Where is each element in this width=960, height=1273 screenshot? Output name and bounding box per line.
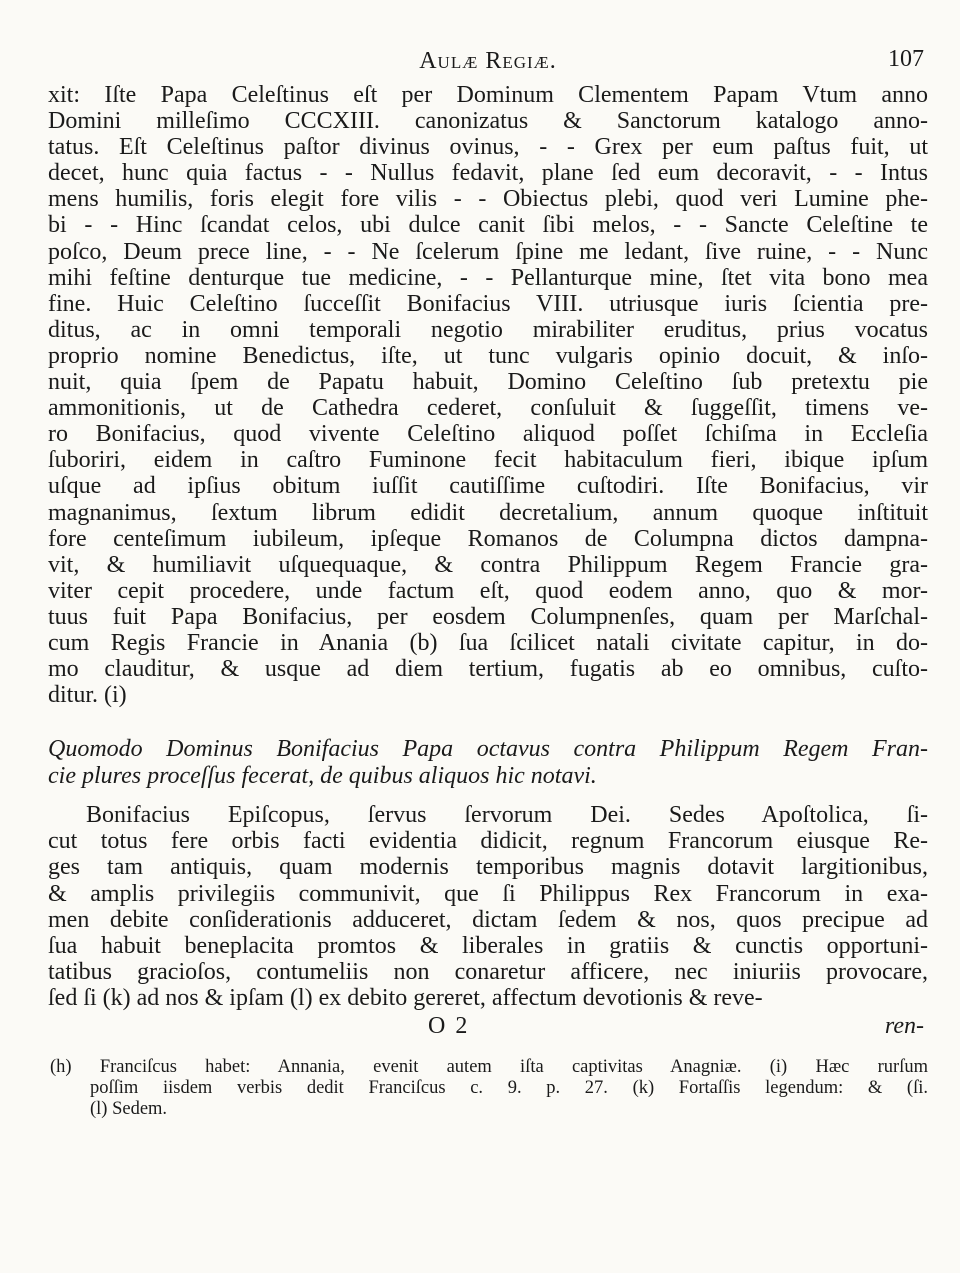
footnotes	[48, 1057, 928, 1120]
body-text-line: uſque ad ipſius obitum iuſſit cautiſſime cuſtodiri. Iſte Bonifacius, vir	[48, 473, 928, 500]
body-text-line: magnanimus, ſextum librum edidit decretalium, annum quoque inſtituit	[48, 499, 928, 526]
body-text-line: mihi feſtine denturque tue medicine, - - Pellanturque mine, ſtet vita bono mea	[48, 264, 928, 291]
letter-text-line: ges tam antiquis, quam modernis temporibus magnis dotavit largitionibus,	[48, 854, 928, 881]
section-heading	[48, 736, 928, 789]
heading-text-line: Quomodo Dominus Bonifacius Papa octavus contra Philippum Regem Fran-	[48, 736, 928, 763]
body-text-line: xit: Iſte Papa Celeſtinus eſt per Dominum Clementem Papam Vtum anno	[48, 82, 928, 108]
footnote-line: poſſim iisdem verbis dedit Franciſcus c. 9. p. 27. (k) Fortaſſis legendum: & (ſi.	[90, 1078, 928, 1098]
body-text-line: proprio nomine Benedictus, iſte, ut tunc vulgaris opinio docuit, & inſo-	[48, 342, 928, 369]
body-text-line: nuit, quia ſpem de Papatu habuit, Domino Celeſtino ſub pretextu pie	[48, 369, 928, 396]
catchword: ren-	[884, 1013, 924, 1039]
body-text-line: bi - - Hinc ſcandat celos, ubi dulce canit ſibi melos, - - Sancte Celeſtine te	[48, 212, 928, 239]
letter-text-line: ſed ſi (k) ad nos & ipſam (l) ex debito gereret, affectum devotionis & reve-	[48, 984, 763, 1011]
letter-text-line: Bonifacius Epiſcopus, ſervus ſervorum Dei. Sedes Apoſtolica, ſi-	[86, 802, 928, 829]
page	[48, 42, 928, 1120]
body-text-line: tuus fuit Papa Bonifacius, per eosdem Columpnenſes, quam per Marſchal-	[48, 603, 928, 630]
letter-text-line: men debite conſiderationis adduceret, dictam ſedem & nos, quos precipue ad	[48, 906, 928, 933]
body-text-line: mens humilis, foris elegit fore vilis - - Obiectus plebi, quod veri Lumine phe-	[48, 186, 928, 213]
main-paragraph	[48, 82, 928, 708]
body-text-line: vit, & humiliavit uſquequaque, & contra Philippum Regem Francie gra-	[48, 551, 928, 578]
letter-text-line: ſua habuit beneplacita promtos & liberales in gratiis & cunctis opportuni-	[48, 932, 928, 959]
letter-text-line: tatibus gracioſos, contumeliis non conaretur afficere, nec iniuriis provocare,	[48, 958, 928, 985]
body-text-line: ro Bonifacius, quod vivente Celeſtino aliquod poſſet ſchiſma in Eccleſia	[48, 421, 928, 448]
body-text-line: mo clauditur, & usque ad diem tertium, fugatis ab eo omnibus, cuſto-	[48, 656, 928, 683]
letter-text-line: cut totus fere orbis facti evidentia didicit, regnum Francorum eiusque Re-	[48, 828, 928, 855]
footnote-line: (h) Franciſcus habet: Annania, evenit autem iſta captivitas Anagniæ. (i) Hæc rurſum	[50, 1057, 928, 1077]
heading-text-line: cie plures proceſſus fecerat, de quibus aliquos hic notavi.	[48, 762, 597, 789]
body-text-line: ditur. (i)	[48, 682, 127, 709]
body-text-line: Domini milleſimo CCCXIII. canonizatus & Sanctorum katalogo anno-	[48, 108, 928, 135]
signature-mark: O 2	[428, 1013, 470, 1039]
body-text-line: ditus, ac in omni temporali negotio mirabiliter eruditus, prius vocatus	[48, 316, 928, 343]
signature-line	[48, 1013, 928, 1039]
body-text-line: cum Regis Francie in Anania (b) ſua ſcilicet natali civitate capitur, in do-	[48, 629, 928, 656]
body-text-line: fine. Huic Celeſtino ſucceſſit Bonifacius VIII. utriusque iuris ſcientia pre-	[48, 290, 928, 317]
body-text-line: fore centeſimum iubileum, ipſeque Romanos de Columpna dictos dampna-	[48, 525, 928, 552]
body-text-line: decet, hunc quia factus - - Nullus fedavit, plane ſed eum decoravit, - - Intus	[48, 160, 928, 187]
running-head: Aulæ Regiæ.	[419, 48, 557, 74]
letter-text-line: & amplis privilegiis communivit, que ſi Philippus Rex Francorum in exa-	[48, 880, 928, 907]
body-text-line: poſco, Deum prece line, - - Ne ſcelerum ſpine me ledant, ſive ruine, - - Nunc	[48, 238, 928, 265]
body-text-line: tatus. Eſt Celeſtinus paſtor divinus ovinus, - - Grex per eum paſtus fuit, ut	[48, 134, 928, 161]
page-number: 107	[888, 46, 924, 72]
body-text-line: ſuboriri, eidem in caſtro Fuminone fecit habitaculum fieri, ibique ipſum	[48, 447, 928, 474]
footnote-line: (l) Sedem.	[90, 1099, 168, 1119]
body-text-line: ammonitionis, ut de Cathedra cederet, conſuluit & ſuggeſſit, timens ve-	[48, 395, 928, 422]
letter-paragraph	[48, 802, 928, 1011]
body-text-line: viter cepit procedere, unde factum eſt, quod eodem anno, quo & mor-	[48, 577, 928, 604]
page-header	[48, 42, 928, 82]
